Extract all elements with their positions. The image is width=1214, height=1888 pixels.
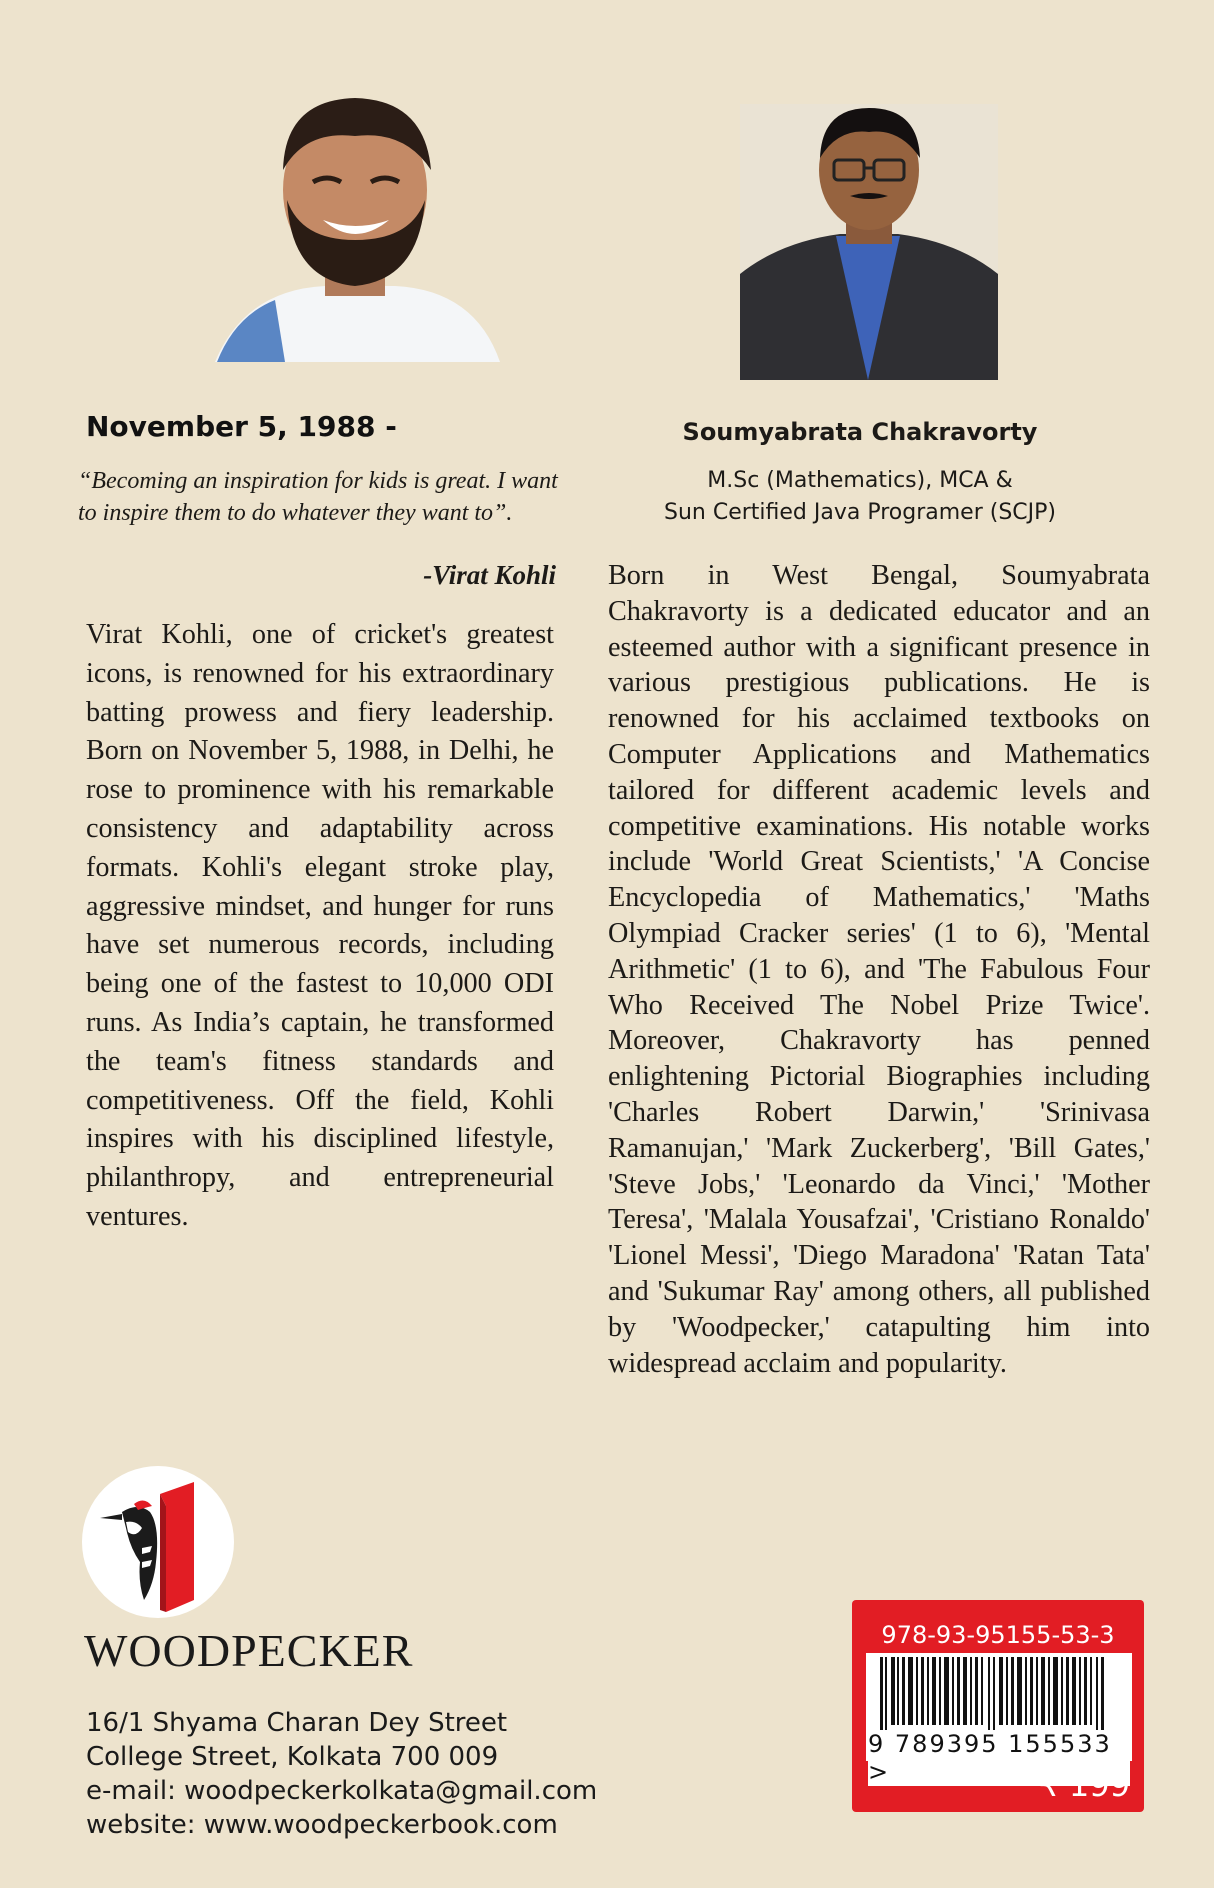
author-photo [740,104,998,380]
qualification-line: Sun Certified Java Programer (SCJP) [664,500,1056,525]
address-line: College Street, Kolkata 700 009 [86,1742,499,1772]
qualification-line: M.Sc (Mathematics), MCA & [707,468,1013,493]
author-qualifications [620,465,1100,529]
woodpecker-icon [82,1466,234,1618]
quote-attribution: -Virat Kohli [423,560,556,590]
birth-date-heading: November 5, 1988 - [86,410,397,443]
kohli-biography: Virat Kohli, one of cricket's greatest icons, is renowned for his extraordinary batting prowess and fiery leadership. Born on November 5, 1988, in Delhi, he rose to prominence with his remarkable consistency and adaptability across formats. Kohli's elegant stroke play, aggressive mindset, and hunger for runs have set numerous records, including being one of the fastest to 10,000 ODI runs. As India’s captain, he transformed the team's fitness standards and competitiveness. Off the field, Kohli inspires with his disciplined lifestyle, philanthropy, and entrepreneurial ventures. [86,619,554,1232]
author-biography: Born in West Bengal, Soumyabrata Chakravorty is a dedicated educator and an esteemed author with a significant presence in various prestigious publications. He is renowned for his acclaimed textbooks on Computer Applications and Mathematics tailored for different academic levels and competitive examinations. His notable works include 'World Great Scientists,' 'A Concise Encyclopedia of Mathematics,' 'Maths Olympiad Cracker series' (1 to 6), 'Mental Arithmetic' (1 to 6), and 'The Fabulous Four Who Received The Nobel Prize Twice'. Moreover, Chakravorty has penned enlightening Pictorial Biographies including 'Charles Robert Darwin,' 'Srinivasa Ramanujan,' 'Mark Zuckerberg', 'Bill Gates,' 'Steve Jobs,' 'Leonardo da Vinci,' 'Mother Teresa', 'Malala Yousafzai', 'Cristiano Ronaldo' 'Lionel Messi', 'Diego Maradona' 'Ratan Tata' and 'Sukumar Ray' among others, all published by 'Woodpecker,' catapulting him into widespread acclaim and popularity. [608,560,1150,1379]
publisher-contact [86,1706,597,1842]
kohli-photo [205,90,505,362]
kohli-quote: “Becoming an inspiration for kids is great. I want to inspire them to do whatever they want to”. [78,468,558,526]
isbn-number: 978-93-95155-53-3 [881,1621,1115,1649]
email-line: e-mail: woodpeckerkolkata@gmail.com [86,1776,598,1806]
barcode-bars [866,1653,1132,1733]
publisher-logo [82,1466,234,1618]
publisher-name: WOODPECKER [84,1625,414,1676]
address-line: 16/1 Shyama Charan Dey Street [86,1708,508,1738]
price-label: ₹ 199 [1038,1766,1130,1804]
author-name: Soumyabrata Chakravorty [682,418,1038,446]
website-line: website: www.woodpeckerbook.com [86,1810,558,1840]
barcode-digits: 9 789395 155533 > [868,1730,1130,1786]
